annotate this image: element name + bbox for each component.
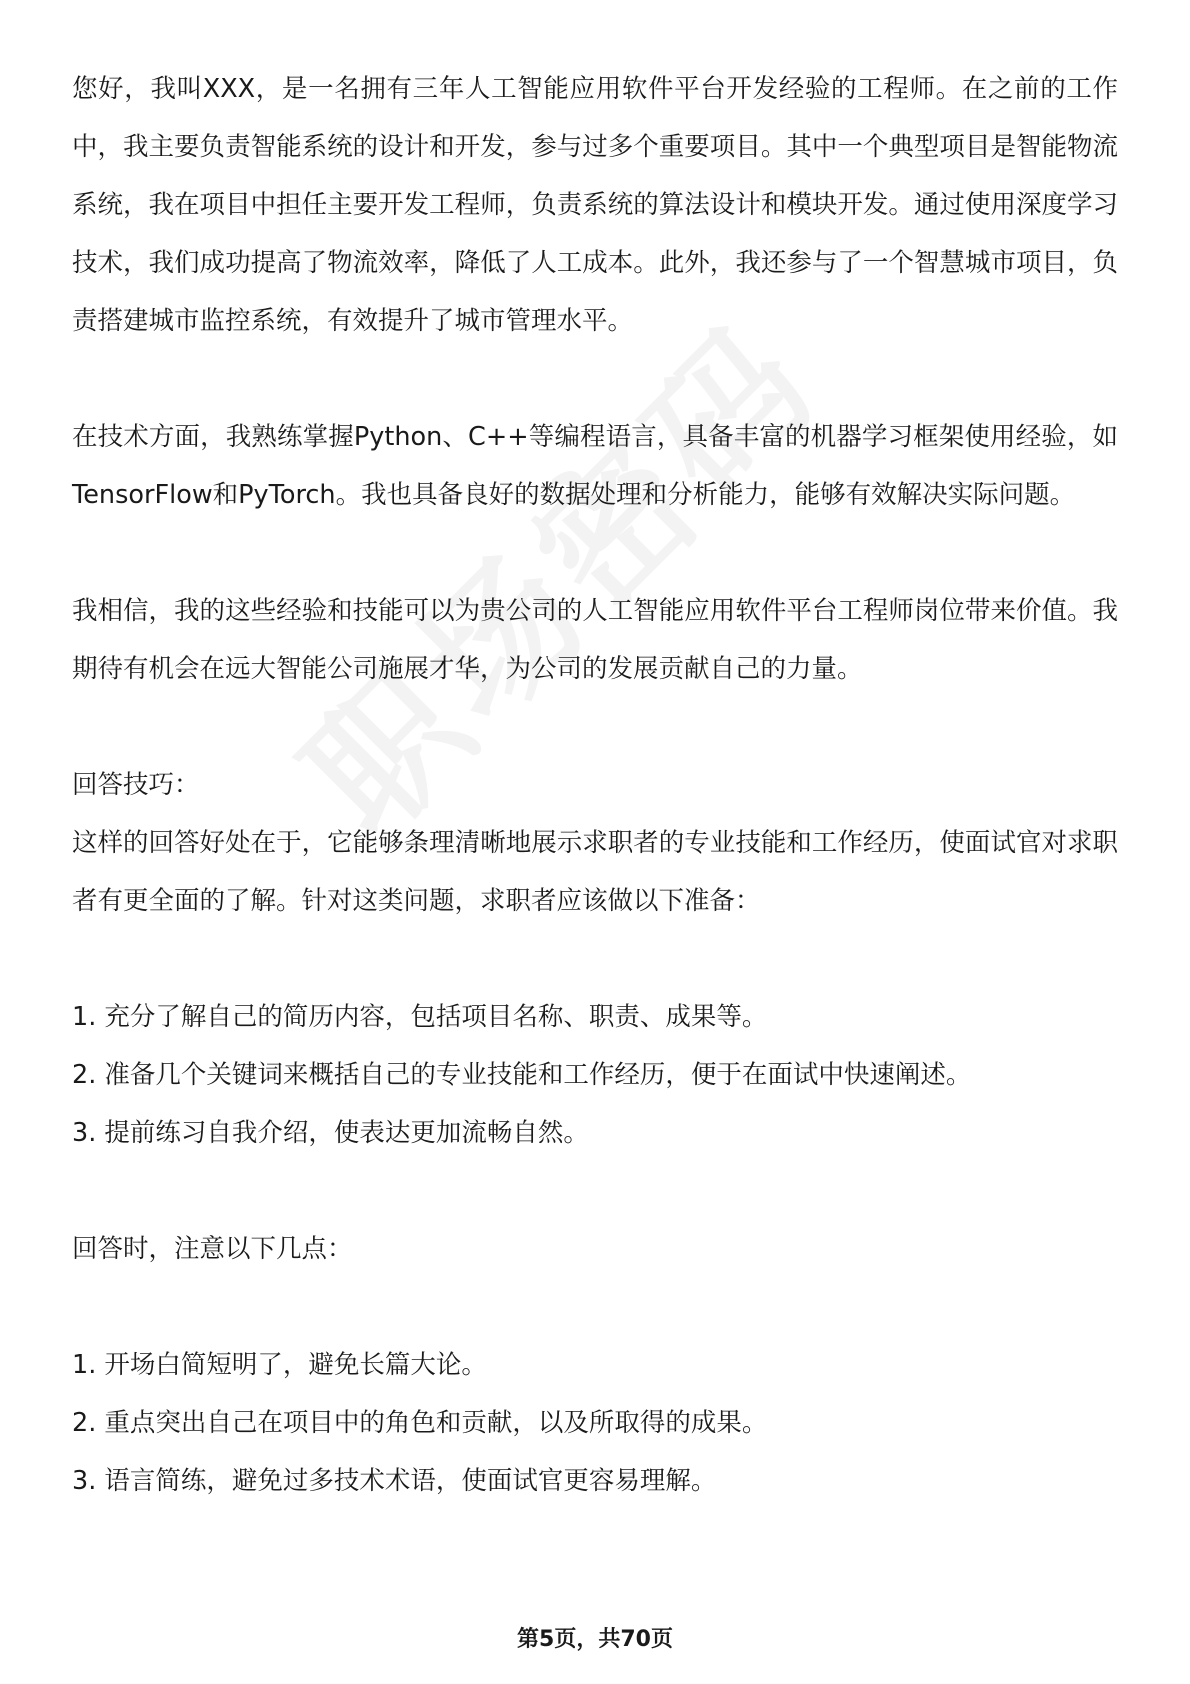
paragraph-spacer	[72, 350, 1118, 408]
closing-paragraph: 我相信，我的这些经验和技能可以为贵公司的人工智能应用软件平台工程师岗位带来价值。我期待有机会在远大智能公司施展才华，为公司的发展贡献自己的力量。	[72, 596, 1118, 684]
page-number-footer: 第5页，共70页	[517, 1627, 673, 1652]
skills-paragraph: 在技术方面，我熟练掌握Python、C++等编程语言，具备丰富的机器学习框架使用经验，如TensorFlow和PyTorch。我也具备良好的数据处理和分析能力，能够有效解决实际问题。	[72, 422, 1118, 510]
note-list-item: 2. 重点突出自己在项目中的角色和贡献，以及所取得的成果。	[72, 1408, 768, 1438]
notes-heading: 回答时，注意以下几点：	[72, 1234, 353, 1264]
intro-paragraph: 您好，我叫XXX，是一名拥有三年人工智能应用软件平台开发经验的工程师。在之前的工作中，我主要负责智能系统的设计和开发，参与过多个重要项目。其中一个典型项目是智能物流系统，我在项目中担任主要开发工程师，负责系统的算法设计和模块开发。通过使用深度学习技术，我们成功提高了物流效率，降低了人工成本。此外，我还参与了一个智慧城市项目，负责搭建城市监控系统，有效提升了城市管理水平。	[72, 74, 1118, 336]
note-list-item: 1. 开场白简短明了，避免长篇大论。	[72, 1350, 487, 1380]
prep-list-item: 3. 提前练习自我介绍，使表达更加流畅自然。	[72, 1118, 589, 1148]
paragraph-spacer	[72, 1162, 1118, 1220]
tips-heading: 回答技巧：	[72, 770, 200, 800]
paragraph-spacer	[72, 524, 1118, 582]
tips-intro-paragraph: 这样的回答好处在于，它能够条理清晰地展示求职者的专业技能和工作经历，使面试官对求职者有更全面的了解。针对这类问题，求职者应该做以下准备：	[72, 828, 1118, 916]
document-body	[72, 60, 1118, 1510]
prep-list-item: 1. 充分了解自己的简历内容，包括项目名称、职责、成果等。	[72, 1002, 768, 1032]
paragraph-spacer	[72, 1278, 1118, 1336]
paragraph-spacer	[72, 698, 1118, 756]
note-list-item: 3. 语言简练，避免过多技术术语，使面试官更容易理解。	[72, 1466, 717, 1496]
paragraph-spacer	[72, 930, 1118, 988]
prep-list-item: 2. 准备几个关键词来概括自己的专业技能和工作经历，便于在面试中快速阐述。	[72, 1060, 972, 1090]
